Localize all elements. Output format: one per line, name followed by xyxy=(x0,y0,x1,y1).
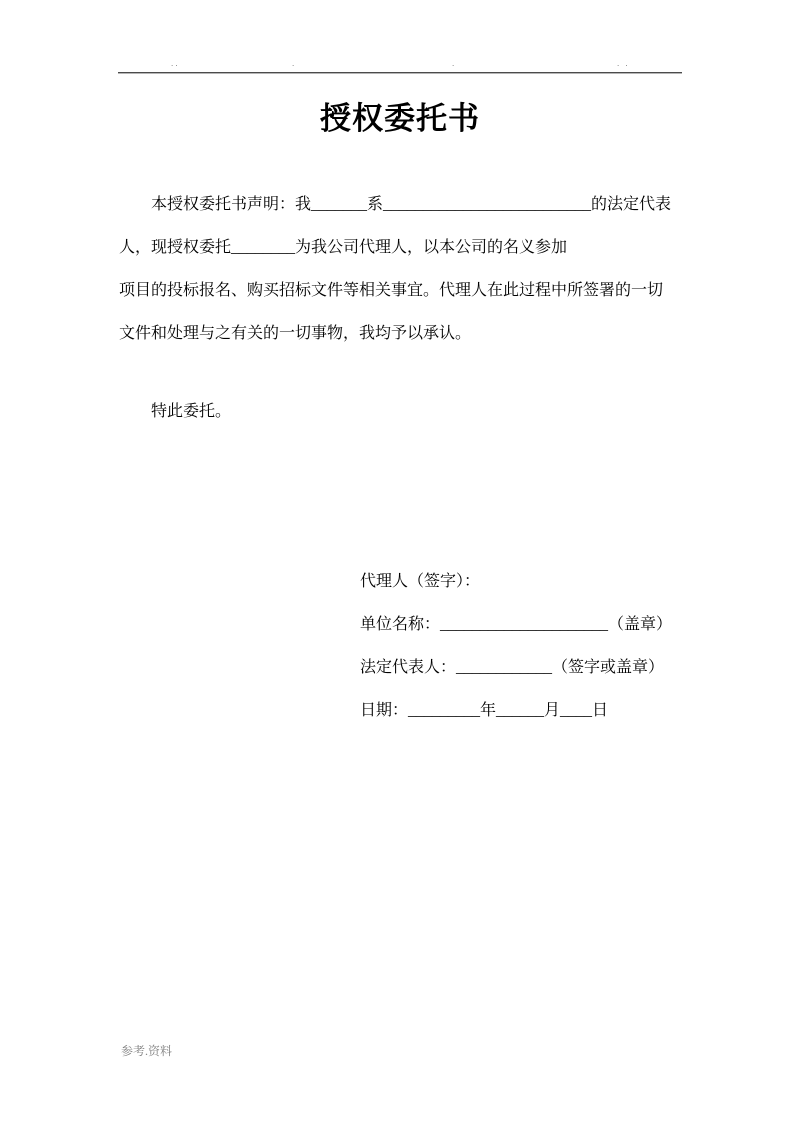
signature-date-line: 日期：_________年______月____日 xyxy=(360,702,609,719)
header-artifact-mark: · xyxy=(452,62,457,70)
body-line-1: 本授权委托书声明：我_______系__________________________的法定代表 xyxy=(151,196,672,213)
header-rule xyxy=(118,72,682,74)
body-line-2: 人，现授权委托________为我公司代理人，以本公司的名义参加 xyxy=(119,239,568,256)
signature-company-line: 单位名称：_____________________（盖章） xyxy=(360,616,673,633)
signature-agent-line: 代理人（签字）： xyxy=(360,573,481,590)
header-artifact-mark: ·· xyxy=(171,62,180,70)
body-line-3: 项目的投标报名、购买招标文件等相关事宜。代理人在此过程中所签署的一切 xyxy=(119,282,664,299)
header-artifact-mark: · · xyxy=(617,62,630,70)
header-artifact-mark: · xyxy=(292,62,297,70)
body-line-4: 文件和处理与之有关的一切事物，我均予以承认。 xyxy=(119,325,472,342)
document-title: 授权委托书 xyxy=(320,101,480,136)
body-paragraph xyxy=(119,183,685,355)
signature-block xyxy=(360,560,700,732)
signature-legal-rep-line: 法定代表人：____________（签字或盖章） xyxy=(360,659,665,676)
footer-note: 参考.资料 xyxy=(121,1044,173,1058)
closing-line: 特此委托。 xyxy=(151,403,232,420)
